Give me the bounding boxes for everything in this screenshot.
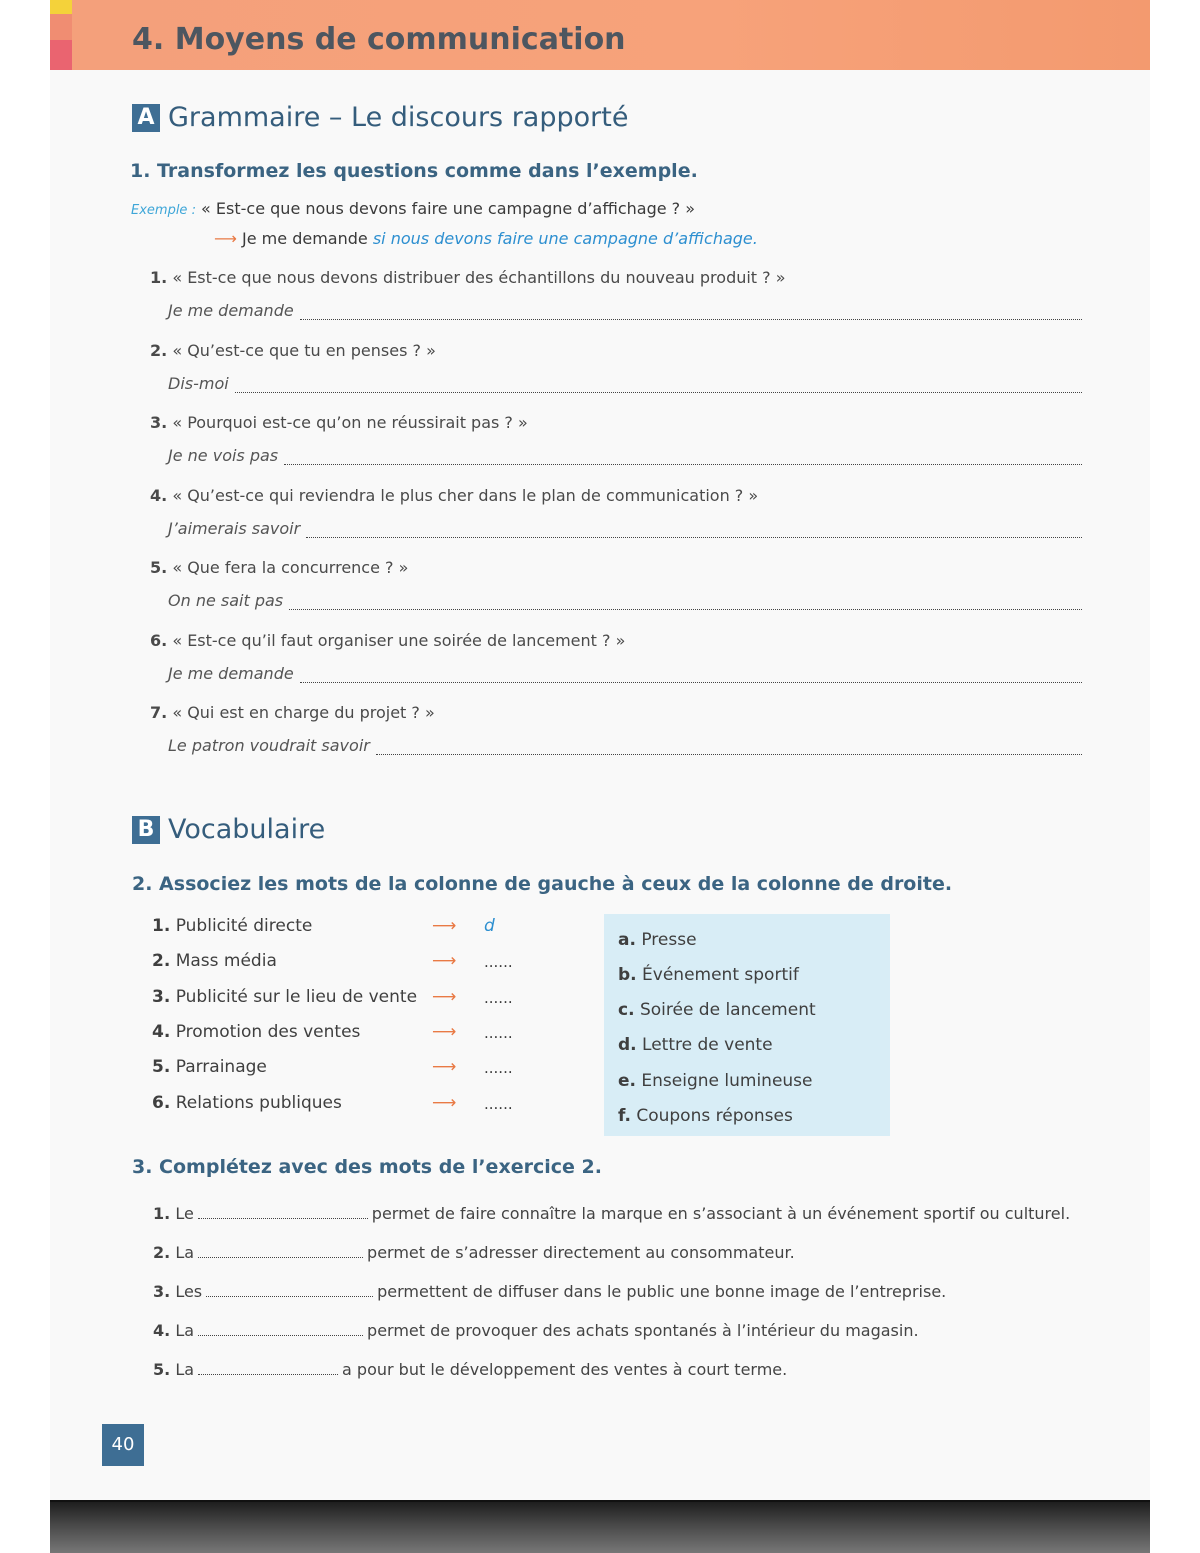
section-a-heading	[132, 102, 628, 133]
example-label: Exemple :	[131, 203, 196, 218]
question-item	[150, 341, 436, 360]
exercise-2-title: 2. Associez les mots de la colonne de gauche à ceux de la colonne de droite.	[132, 873, 953, 895]
match-left-text: Publicité directe	[175, 916, 313, 936]
question-text: « Est-ce qu’il faut organiser une soirée de lancement ? »	[172, 631, 626, 650]
answer-prompt: Dis-moi	[168, 374, 229, 393]
match-right-text: Soirée de lancement	[639, 1000, 816, 1020]
fill-blank[interactable]	[198, 1245, 363, 1258]
match-left-item	[152, 1022, 360, 1042]
match-answer-blank[interactable]: d	[484, 916, 495, 936]
exercise-1-title: 1. Transformez les questions comme dans l’exemple.	[130, 160, 698, 182]
example-question-text: « Est-ce que nous devons faire une campagne d’affichage ? »	[201, 199, 696, 218]
question-number: 3.	[150, 413, 168, 432]
fill-article: La	[175, 1243, 195, 1262]
answer-line[interactable]	[168, 446, 1082, 465]
match-right-letter: b.	[618, 965, 637, 985]
fill-item	[153, 1282, 946, 1301]
section-b-title: Vocabulaire	[168, 814, 326, 845]
match-left-item	[152, 987, 417, 1007]
match-right-text: Événement sportif	[642, 965, 799, 985]
answer-blank[interactable]	[306, 525, 1082, 538]
question-number: 1.	[150, 268, 168, 287]
answer-blank[interactable]	[376, 742, 1082, 755]
question-item	[150, 486, 758, 505]
fill-number: 4.	[153, 1321, 171, 1340]
scan-edge-shadow	[50, 1502, 1150, 1553]
answer-line[interactable]	[168, 301, 1082, 320]
match-right-letter: c.	[618, 1000, 635, 1020]
match-left-text: Publicité sur le lieu de vente	[175, 987, 418, 1007]
match-answer-blank[interactable]: ......	[484, 1095, 513, 1113]
answer-prompt: On ne sait pas	[168, 591, 284, 610]
example-answer-text: si nous devons faire une campagne d’affichage.	[372, 229, 758, 248]
question-item	[150, 413, 528, 432]
match-right-text: Presse	[641, 930, 697, 950]
answer-prompt: Le patron voudrait savoir	[168, 736, 370, 755]
answer-blank[interactable]	[235, 380, 1082, 393]
question-item	[150, 703, 435, 722]
fill-number: 1.	[153, 1204, 171, 1223]
arrow-icon: ⟶	[432, 1093, 457, 1113]
question-number: 6.	[150, 631, 168, 650]
fill-rest: permet de faire connaître la marque en s’associant à un événement sportif ou culturel.	[371, 1204, 1071, 1223]
match-answer-blank[interactable]: ......	[484, 1059, 513, 1077]
question-item	[150, 268, 786, 287]
fill-number: 3.	[153, 1282, 171, 1301]
question-text: « Qu’est-ce qui reviendra le plus cher dans le plan de communication ? »	[172, 486, 759, 505]
question-text: « Que fera la concurrence ? »	[172, 558, 409, 577]
color-tab-yellow	[50, 0, 72, 14]
arrow-icon: ⟶	[214, 229, 237, 248]
arrow-icon: ⟶	[432, 987, 457, 1007]
example-answer	[214, 229, 758, 248]
match-right-item	[618, 965, 799, 985]
fill-item	[153, 1243, 795, 1262]
section-b-heading	[132, 814, 325, 845]
answer-line[interactable]	[168, 374, 1082, 393]
fill-blank[interactable]	[198, 1323, 363, 1336]
question-number: 2.	[150, 341, 168, 360]
question-text: « Est-ce que nous devons distribuer des échantillons du nouveau produit ? »	[172, 268, 786, 287]
match-right-text: Lettre de vente	[642, 1035, 773, 1055]
fill-number: 5.	[153, 1360, 171, 1379]
fill-rest: permet de provoquer des achats spontanés à l’intérieur du magasin.	[367, 1321, 919, 1340]
answer-prompt: J’aimerais savoir	[168, 519, 301, 538]
page-number: 40	[102, 1424, 144, 1466]
answer-line[interactable]	[168, 736, 1082, 755]
chapter-title: 4. Moyens de communication	[132, 22, 626, 57]
answer-blank[interactable]	[300, 670, 1082, 683]
match-left-item	[152, 1057, 267, 1077]
match-left-text: Mass média	[175, 951, 277, 971]
match-right-text: Enseigne lumineuse	[641, 1071, 813, 1091]
question-number: 4.	[150, 486, 168, 505]
match-left-text: Parrainage	[175, 1057, 267, 1077]
match-right-letter: d.	[618, 1035, 637, 1055]
arrow-icon: ⟶	[432, 1022, 457, 1042]
match-left-number: 6.	[152, 1093, 171, 1113]
match-right-item	[618, 1035, 773, 1055]
fill-blank[interactable]	[198, 1362, 338, 1375]
question-item	[150, 558, 408, 577]
match-answer-blank[interactable]: ......	[484, 1024, 513, 1042]
question-text: « Pourquoi est-ce qu’on ne réussirait pas ? »	[172, 413, 528, 432]
fill-rest: permet de s’adresser directement au consommateur.	[367, 1243, 795, 1262]
fill-article: La	[175, 1321, 195, 1340]
match-left-number: 5.	[152, 1057, 171, 1077]
arrow-icon: ⟶	[432, 916, 457, 936]
fill-number: 2.	[153, 1243, 171, 1262]
fill-rest: a pour but le développement des ventes à court terme.	[342, 1360, 788, 1379]
answer-prompt: Je me demande	[168, 301, 294, 320]
answer-prompt: Je ne vois pas	[168, 446, 279, 465]
match-left-number: 4.	[152, 1022, 171, 1042]
match-left-item	[152, 951, 277, 971]
match-answer-blank[interactable]: ......	[484, 953, 513, 971]
question-number: 5.	[150, 558, 168, 577]
section-a-badge: A	[132, 104, 160, 132]
question-text: « Qu’est-ce que tu en penses ? »	[172, 341, 436, 360]
answer-blank[interactable]	[289, 597, 1082, 610]
section-b-badge: B	[132, 816, 160, 844]
fill-item	[153, 1321, 919, 1340]
arrow-icon: ⟶	[432, 951, 457, 971]
right-margin	[1150, 0, 1200, 1553]
fill-item	[153, 1204, 1070, 1223]
match-right-letter: a.	[618, 930, 636, 950]
fill-article: Les	[175, 1282, 203, 1301]
match-right-letter: e.	[618, 1071, 636, 1091]
match-right-text: Coupons réponses	[636, 1106, 793, 1126]
answer-prompt: Je me demande	[168, 664, 294, 683]
match-left-text: Relations publiques	[175, 1093, 342, 1113]
match-right-letter: f.	[618, 1106, 631, 1126]
example-lead: Je me demande	[242, 229, 368, 248]
match-right-item	[618, 1000, 816, 1020]
arrow-icon: ⟶	[432, 1057, 457, 1077]
match-left-item	[152, 1093, 342, 1113]
match-left-text: Promotion des ventes	[175, 1022, 361, 1042]
section-a-title: Grammaire – Le discours rapporté	[168, 102, 629, 133]
question-item	[150, 631, 625, 650]
fill-blank[interactable]	[198, 1206, 368, 1219]
fill-item	[153, 1360, 787, 1379]
fill-article: La	[175, 1360, 195, 1379]
match-left-item	[152, 916, 312, 936]
fill-article: Le	[175, 1204, 194, 1223]
answer-line[interactable]	[168, 664, 1082, 683]
match-right-item	[618, 930, 697, 950]
color-tab-pink	[50, 40, 72, 70]
left-margin	[0, 0, 50, 1553]
answer-line[interactable]	[168, 591, 1082, 610]
color-tab-orange	[50, 14, 72, 40]
match-left-number: 1.	[152, 916, 171, 936]
example-question	[131, 199, 695, 218]
answer-line[interactable]	[168, 519, 1082, 538]
match-right-item	[618, 1106, 793, 1126]
question-number: 7.	[150, 703, 168, 722]
fill-rest: permettent de diffuser dans le public une bonne image de l’entreprise.	[377, 1282, 947, 1301]
match-answer-blank[interactable]: ......	[484, 989, 513, 1007]
question-text: « Qui est en charge du projet ? »	[172, 703, 435, 722]
match-right-item	[618, 1071, 813, 1091]
fill-blank[interactable]	[206, 1284, 373, 1297]
answer-blank[interactable]	[284, 452, 1082, 465]
match-left-number: 3.	[152, 987, 171, 1007]
exercise-3-title: 3. Complétez avec des mots de l’exercice 2.	[132, 1156, 602, 1178]
match-left-number: 2.	[152, 951, 171, 971]
answer-blank[interactable]	[300, 307, 1082, 320]
